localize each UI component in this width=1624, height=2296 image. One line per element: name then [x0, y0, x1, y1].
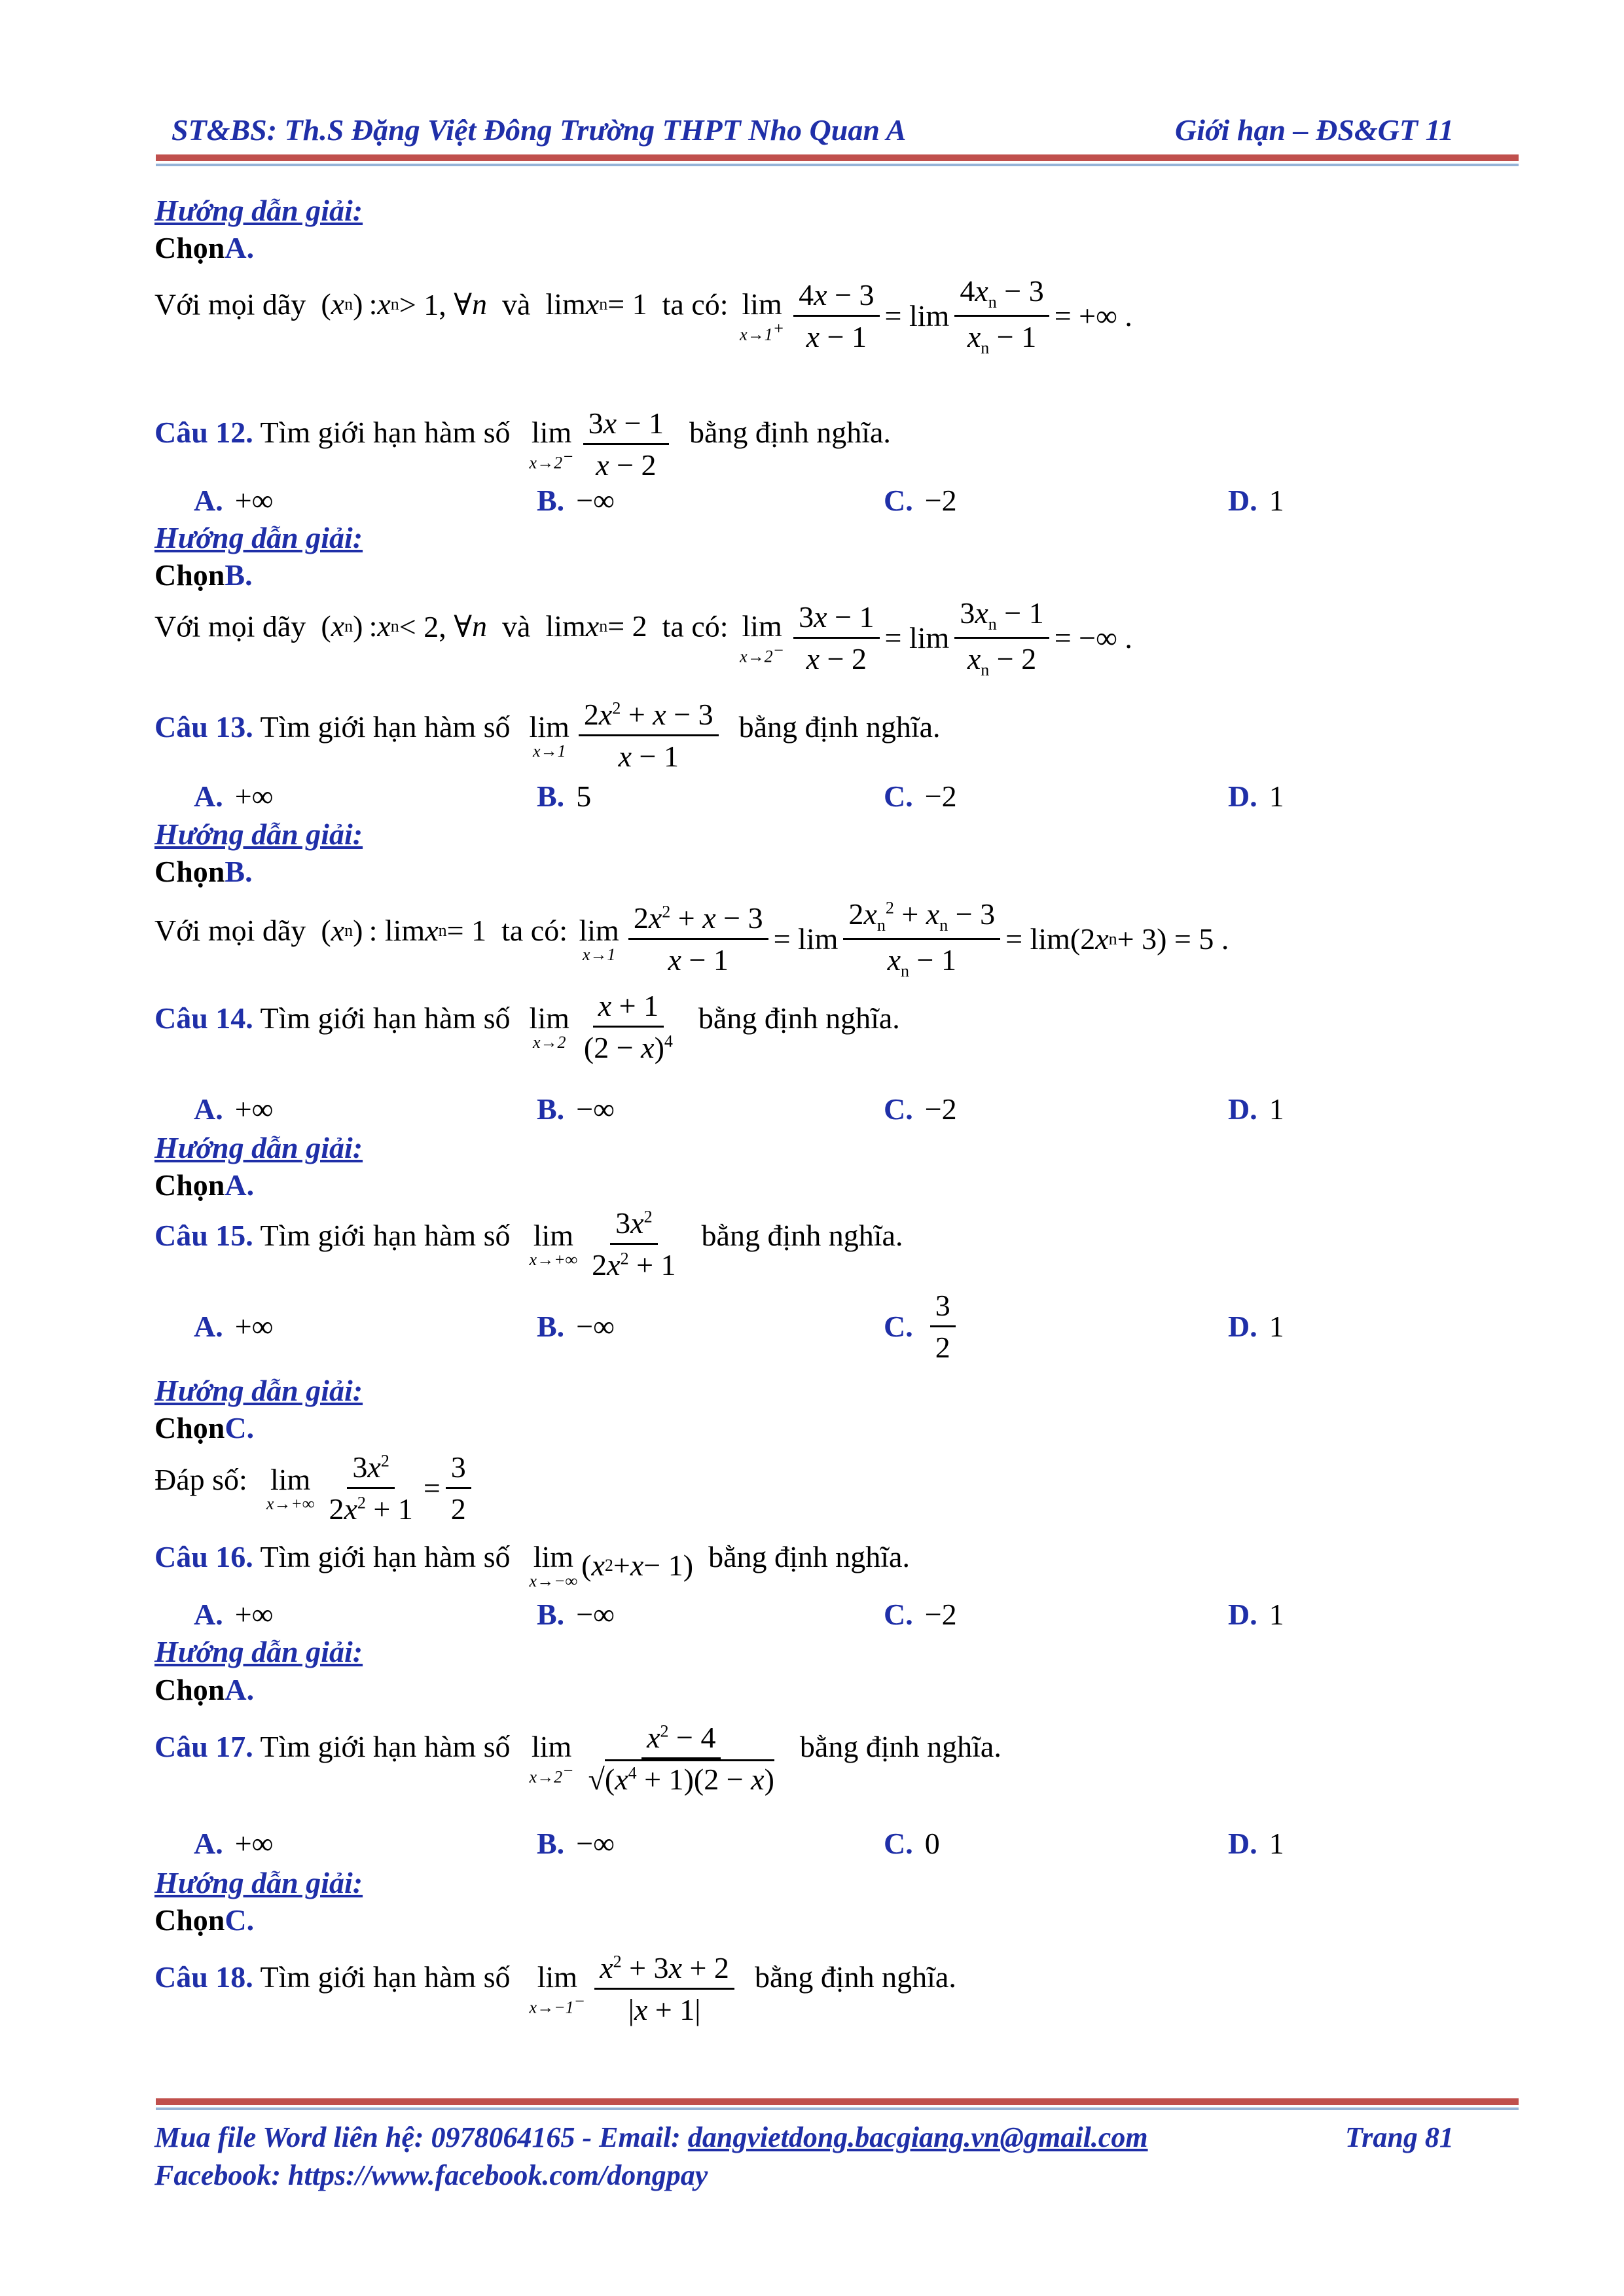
guide-heading: Hướng dẫn giải:	[154, 1131, 363, 1164]
solution-line: Đáp số: lim x→+∞ $\frac{3x^2}{2x^2 + 1}$ = $\frac{3}{2}$	[154, 1450, 477, 1526]
option-a[interactable]: A. +∞	[194, 484, 274, 517]
question-17: Câu 17. Tìm giới hạn hàm số lim x→2− $\frac{x^2 - 4}{√(x^4 + 1)(2 - x)}$ bằng định nghĩa.	[154, 1721, 1001, 1796]
guide-heading: Hướng dẫn giải:	[154, 1635, 363, 1668]
header-rule-blue	[156, 164, 1519, 166]
option-c[interactable]: C. −2	[884, 1092, 957, 1126]
solution-line: Với mọi dãy ( x n ) : lim x n = 1 ta có: lim x→1 $\frac{2x^2 + x - 3}{x - 1}$ = lim $\frac{2x_n^2 + x_n - 3}{x_n - 1}$ = lim(2 x n + 3) = 5 .	[154, 897, 1229, 981]
answer-line: ChọnB.	[154, 855, 253, 888]
option-a[interactable]: A. +∞	[194, 1310, 274, 1343]
option-d[interactable]: D. 1	[1228, 780, 1284, 813]
answer-line: ChọnC.	[154, 1411, 255, 1444]
option-a[interactable]: A. +∞	[194, 1827, 274, 1860]
guide-heading: Hướng dẫn giải:	[154, 1374, 363, 1407]
footer-facebook[interactable]: Facebook: https://www.facebook.com/dongpay	[154, 2159, 708, 2191]
question-14: Câu 14. Tìm giới hạn hàm số lim x→2 $\frac{x + 1}{(2 - x)^4}$ bằng định nghĩa.	[154, 989, 900, 1064]
answer-line: ChọnB.	[154, 558, 253, 592]
footer-rule-red	[156, 2098, 1519, 2105]
answer-letter: A.	[225, 1168, 255, 1202]
question-18: Câu 18. Tìm giới hạn hàm số lim x→−1− $\frac{x^2 + 3x + 2}{|x + 1|}$ bằng định nghĩa.	[154, 1951, 956, 2026]
answer-letter: A.	[225, 231, 255, 264]
answer-line: ChọnA.	[154, 1168, 255, 1202]
footer-rule-blue	[156, 2108, 1519, 2110]
question-16: Câu 16. Tìm giới hạn hàm số lim x→−∞ ( x 2 + x − 1) bằng định nghĩa.	[154, 1540, 910, 1590]
answer-line: ChọnC.	[154, 1903, 255, 1937]
header-left: ST&BS: Th.S Đặng Việt Đông Trường THPT Nho Quan A	[171, 113, 907, 147]
answer-letter: A.	[225, 1673, 255, 1706]
option-d[interactable]: D. 1	[1228, 1310, 1284, 1343]
option-b[interactable]: B. −∞	[537, 1827, 615, 1860]
option-a[interactable]: A. +∞	[194, 780, 274, 813]
option-d[interactable]: D. 1	[1228, 484, 1284, 517]
question-15: Câu 15. Tìm giới hạn hàm số lim x→+∞ $\frac{3x^2}{2x^2 + 1}$ bằng định nghĩa.	[154, 1206, 903, 1282]
footer-contact: Mua file Word liên hệ: 0978064165 - Email: dangvietdong.bacgiang.vn@gmail.com	[154, 2121, 1148, 2153]
solution-line: Với mọi dãy ( x n ) : x n < 2, ∀ n và lim x n = 2 ta có: lim x→2− $\frac{3x - 1}{x - 2}$ = lim $\frac{3x_n - 1}{x_n - 2}$ = −∞ .	[154, 596, 1132, 680]
page-number: Trang 81	[1345, 2121, 1454, 2153]
answer-line: ChọnA.	[154, 1673, 255, 1706]
answer-letter: C.	[225, 1903, 255, 1937]
option-d[interactable]: D. 1	[1228, 1092, 1284, 1126]
option-c[interactable]: C. 0	[884, 1827, 940, 1860]
email-link[interactable]: dangvietdong.bacgiang.vn@gmail.com	[687, 2121, 1148, 2153]
option-b[interactable]: B. −∞	[537, 1598, 615, 1631]
option-c[interactable]: C. $\frac{3}{2}$	[884, 1288, 961, 1365]
option-d[interactable]: D. 1	[1228, 1827, 1284, 1860]
option-d[interactable]: D. 1	[1228, 1598, 1284, 1631]
option-b[interactable]: B. −∞	[537, 484, 615, 517]
answer-letter: B.	[225, 558, 253, 592]
option-c[interactable]: C. −2	[884, 780, 957, 813]
guide-heading: Hướng dẫn giải:	[154, 1866, 363, 1899]
solution-line: Với mọi dãy ( x n ) : x n > 1, ∀ n và lim x n = 1 ta có: lim x→1+ $\frac{4x - 3}{x - 1}$ = lim $\frac{4x_n - 3}{x_n - 1}$ = +∞ .	[154, 274, 1132, 358]
question-12: Câu 12. Tìm giới hạn hàm số lim x→2− $\frac{3x - 1}{x - 2}$ bằng định nghĩa.	[154, 406, 891, 482]
option-a[interactable]: A. +∞	[194, 1092, 274, 1126]
guide-heading: Hướng dẫn giải:	[154, 817, 363, 851]
answer-letter: B.	[225, 855, 253, 888]
option-c[interactable]: C. −2	[884, 484, 957, 517]
answer-line: ChọnA.	[154, 231, 255, 264]
header-right: Giới hạn – ĐS&GT 11	[1175, 113, 1454, 147]
option-b[interactable]: B. −∞	[537, 1092, 615, 1126]
question-13: Câu 13. Tìm giới hạn hàm số lim x→1 $\frac{2x^2 + x - 3}{x - 1}$ bằng định nghĩa.	[154, 698, 941, 773]
header-rule-red	[156, 154, 1519, 161]
guide-heading: Hướng dẫn giải:	[154, 194, 363, 227]
option-c[interactable]: C. −2	[884, 1598, 957, 1631]
option-b[interactable]: B. 5	[537, 780, 592, 813]
guide-heading: Hướng dẫn giải:	[154, 521, 363, 554]
answer-letter: C.	[225, 1411, 255, 1444]
option-a[interactable]: A. +∞	[194, 1598, 274, 1631]
option-b[interactable]: B. −∞	[537, 1310, 615, 1343]
